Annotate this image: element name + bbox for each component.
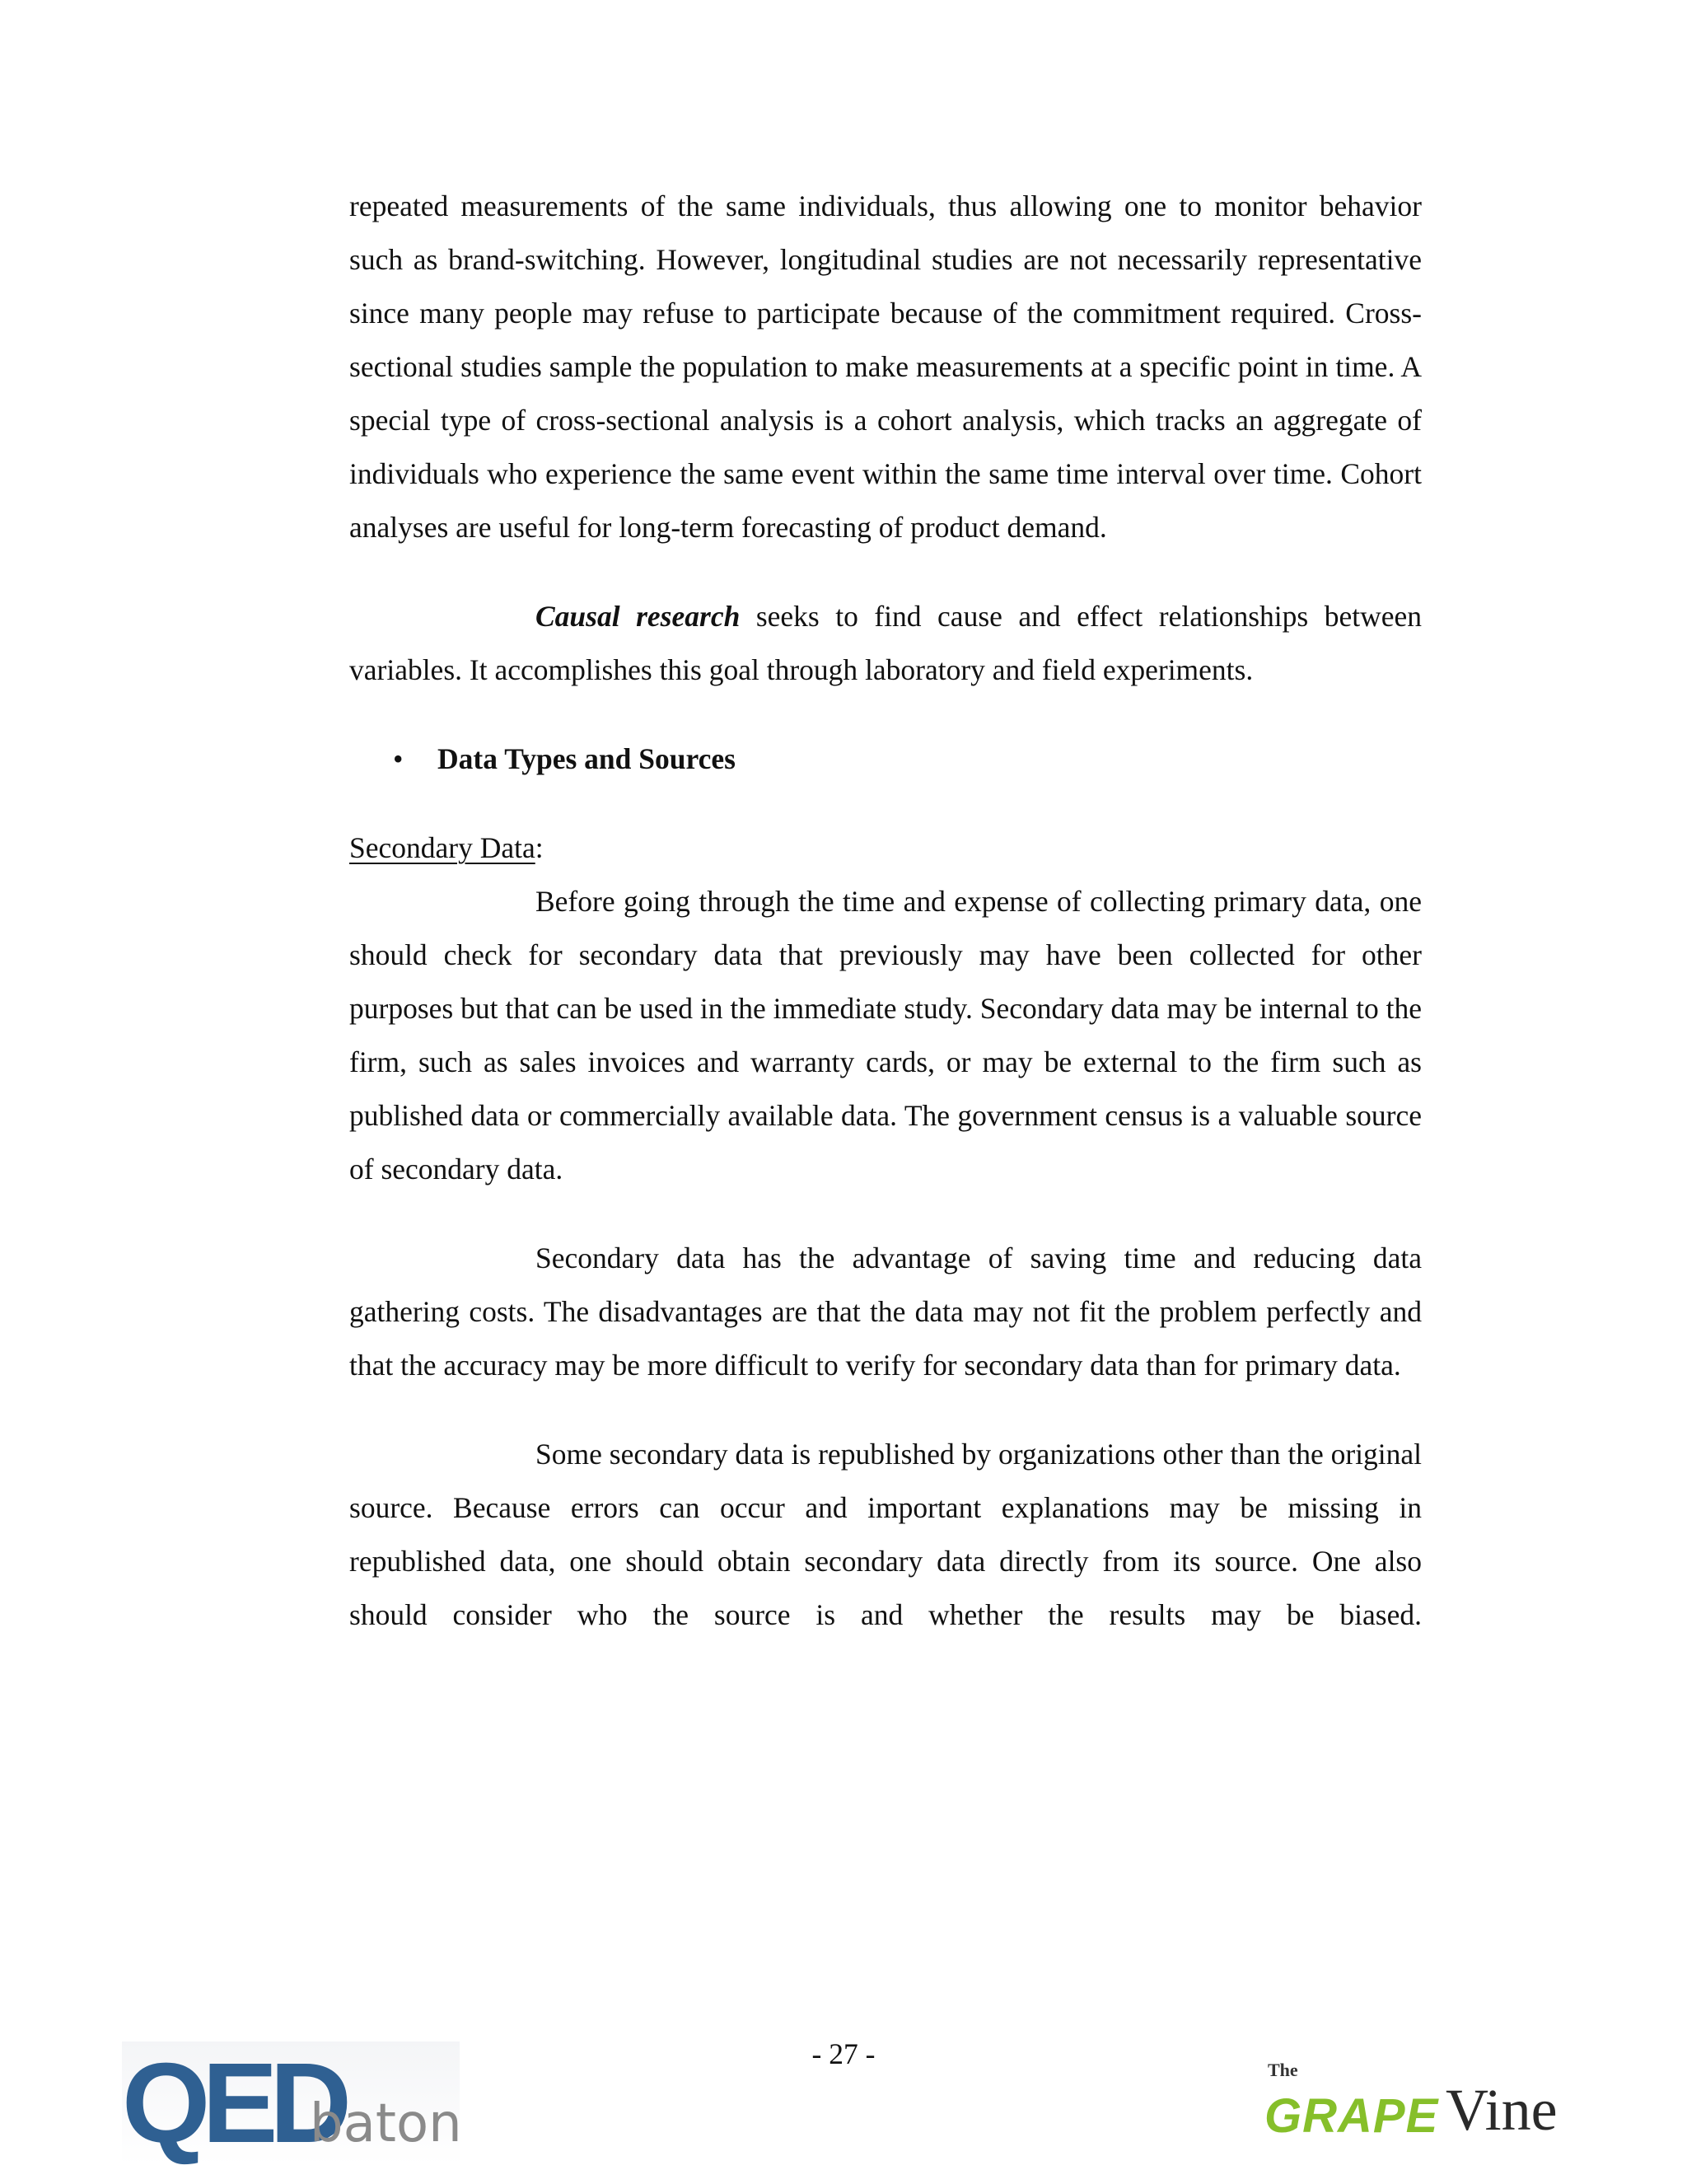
causal-research-term: Causal research <box>535 600 741 633</box>
bullet-heading-text: Data Types and Sources <box>437 742 736 775</box>
grapevine-logo-grape: GRAPE <box>1264 2089 1439 2143</box>
page-number: - 27 - <box>811 2037 876 2070</box>
grapevine-logo <box>1264 2060 1577 2158</box>
qed-logo-mark: QED <box>122 2040 344 2167</box>
causal-research-text: seeks to find cause and effect relationships between variables. It accomplishes this goal through laboratory and field experiments. <box>349 600 1423 686</box>
section-label-colon: : <box>535 831 544 864</box>
paragraph-secondary-intro: Before going through the time and expense of collecting primary data, one should check for secondary data that previously may have been collected for other purposes but that can be used in the immediate study. Secondary data may be internal to the firm, such as sales invoices and warranty cards, or may be external to the firm such as published data or commercially available data. The government census is a valuable source of secondary data. <box>349 885 1422 1186</box>
grapevine-logo-vine: Vine <box>1446 2077 1558 2143</box>
paragraph-republished-data: Some secondary data is republished by organizations other than the original source. Because errors can occur and important explanations may be missing in republished data, one should obtain secondary data directly from its source. One also should consider who the source is and whether the results may be biased. <box>349 1438 1422 1631</box>
bullet-icon: • <box>393 742 404 775</box>
grapevine-logo-the: The <box>1268 2060 1298 2080</box>
bullet-heading-data-types <box>349 732 1422 786</box>
qed-logo-word: baton <box>310 2093 462 2154</box>
qed-baton-logo <box>122 2041 460 2165</box>
paragraph-causal-research <box>349 590 1422 697</box>
paragraph-secondary-advantages: Secondary data has the advantage of saving time and reducing data gathering costs. The disadvantages are that the data may not fit the problem perfectly and that the accuracy may be more difficult to verify for secondary data than for primary data. <box>349 1242 1422 1382</box>
section-label-secondary-data <box>349 821 1422 875</box>
page-body <box>349 180 1422 1677</box>
section-label-text: Secondary Data <box>349 831 535 864</box>
paragraph-longitudinal: repeated measurements of the same individuals, thus allowing one to monitor behavior such as brand-switching. However, longitudinal studies are not necessarily representative since many people may refuse to participate because of the commitment required. Cross-sectional studies sample the population to make measurements at a specific point in time. A special type of cross-sectional analysis is a cohort analysis, which tracks an aggregate of individuals who experience the same event within the same time interval over time. Cohort analyses are useful for long-term forecasting of product demand. <box>349 189 1422 544</box>
